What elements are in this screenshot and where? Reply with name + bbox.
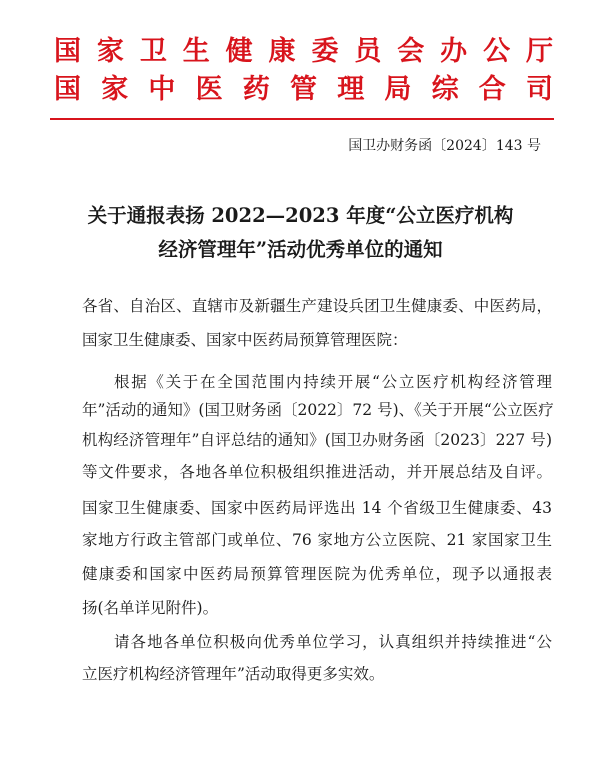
paragraph-1-line-3: 机构经济管理年”自评总结的通知》(国卫办财务函〔2023〕227 号) bbox=[82, 431, 552, 449]
issuer-line-1: 国家卫生健康委员会办公厅 bbox=[54, 36, 554, 67]
paragraph-1-line-8: 扬(名单详见附件)。 bbox=[82, 599, 219, 617]
paragraph-1-line-7: 健康委和国家中医药局预算管理医院为优秀单位，现予以通报表 bbox=[82, 565, 552, 583]
issuer-line-2: 国家中医药管理局综合司 bbox=[54, 74, 554, 105]
title-line-2: 经济管理年”活动优秀单位的通知 bbox=[158, 238, 443, 261]
document-number: 国卫办财务函〔2024〕143 号 bbox=[348, 138, 541, 154]
paragraph-2-line-1: 请各地各单位积极向优秀单位学习，认真组织并持续推进“公 bbox=[114, 633, 552, 651]
paragraph-1-line-4: 等文件要求，各地各单位积极组织推进活动，并开展总结及自评。 bbox=[82, 463, 552, 481]
paragraph-2-line-2: 立医疗机构经济管理年”活动取得更多实效。 bbox=[82, 665, 385, 683]
salutation-line-1: 各省、自治区、直辖市及新疆生产建设兵团卫生健康委、中医药局， bbox=[82, 297, 552, 315]
paragraph-1-line-1: 根据《关于在全国范围内持续开展“公立医疗机构经济管理 bbox=[114, 373, 552, 391]
paragraph-1-line-6: 家地方行政主管部门或单位、76 家地方公立医院、21 家国家卫生 bbox=[82, 531, 552, 549]
salutation-line-2: 国家卫生健康委、国家中医药局预算管理医院： bbox=[82, 331, 408, 349]
title-line-1: 关于通报表扬 2022—2023 年度“公立医疗机构 bbox=[87, 204, 514, 227]
paragraph-1-line-2: 年”活动的通知》(国卫财务函〔2022〕72 号)、《关于开展“公立医疗 bbox=[82, 401, 554, 419]
paragraph-1-line-5: 国家卫生健康委、国家中医药局评选出 14 个省级卫生健康委、43 bbox=[82, 499, 552, 517]
red-divider bbox=[50, 118, 554, 120]
